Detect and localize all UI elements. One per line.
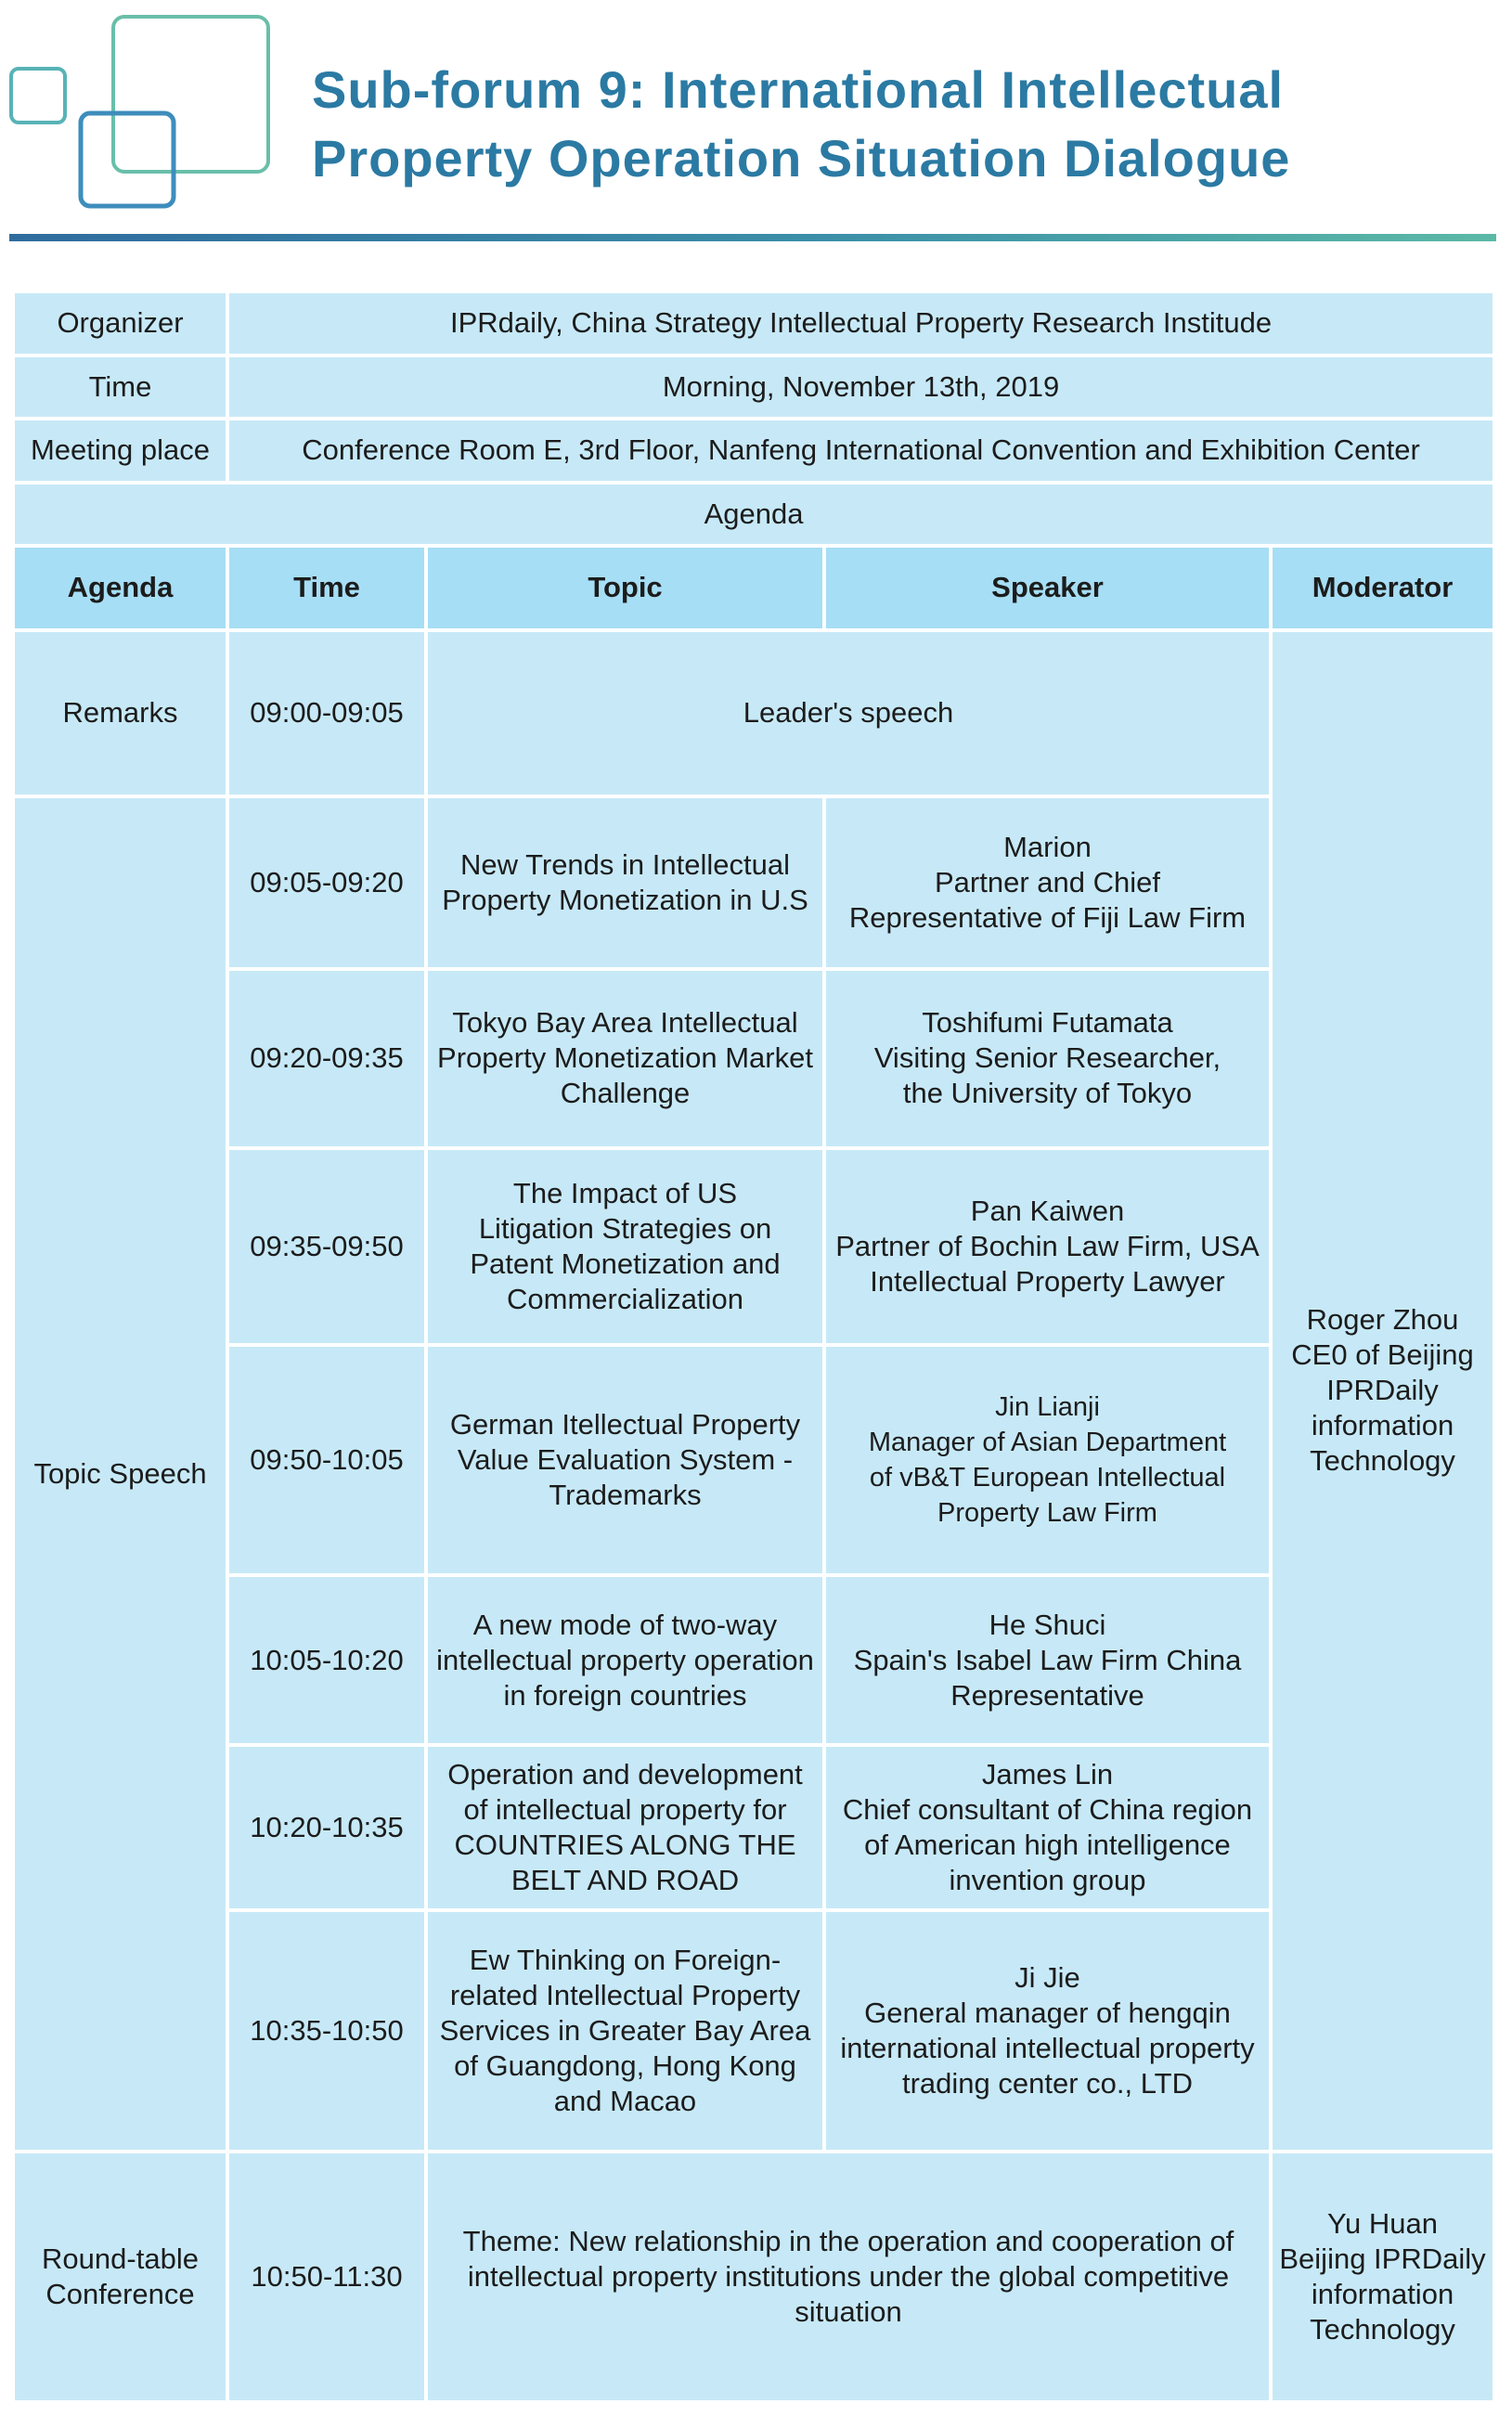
col-header-topic: Topic [428,548,822,628]
speech-topic [428,1747,822,1907]
col-header-moderator: Moderator [1273,548,1493,628]
remarks-row [15,632,1493,795]
roundtable-agenda-line: Conference [45,2277,195,2310]
column-header-row [15,548,1493,628]
speech-row [15,798,1493,966]
speech-topic [428,1347,822,1573]
speaker-line: Partner of Bochin Law Firm, USA [835,1230,1260,1263]
speaker-line: Ji Jie [1014,1960,1080,1994]
speaker-line: of vB&T European Intellectual [869,1462,1226,1493]
roundtable-agenda-line: Round-table [42,2242,199,2275]
speech-row [15,1150,1493,1343]
speaker-line: Property Law Firm [937,1497,1157,1528]
speaker-line: invention group [949,1863,1146,1896]
speech-topic [428,1577,822,1743]
agenda-table [11,290,1496,2404]
topic-line: of intellectual property for [463,1792,787,1826]
speech-topic [428,971,822,1147]
meeting-place-row [15,420,1493,481]
roundtable-agenda [15,2153,226,2400]
speaker-line: He Shuci [989,1608,1106,1641]
topic-line: Trademarks [549,1478,702,1511]
speaker-line: of American high intelligence [864,1828,1231,1861]
speaker-line: Spain's Isabel Law Firm China [853,1643,1242,1676]
remarks-time: 09:00-09:05 [229,632,424,795]
topic-line: Services in Greater Bay Area [439,2013,811,2047]
topic-line: Patent Monetization and [470,1247,781,1281]
roundtable-topic-line: intellectual property institutions under the global competitive [467,2259,1230,2293]
speaker-line: Representative of Fiji Law Firm [848,900,1247,934]
speech-time: 09:20-09:35 [229,971,424,1147]
topic-line: Property Monetization in U.S [442,883,808,916]
topic-line: Ew Thinking on Foreign- [469,1943,782,1976]
speaker-line: Toshifumi Futamata [922,1006,1173,1040]
speech-speaker [826,1150,1269,1343]
logo-square-small [11,69,65,123]
title-line-2: Property Operation Situation Dialogue [312,129,1291,187]
speaker-line: the University of Tokyo [902,1077,1193,1110]
topic-line: Property Monetization Market [437,1041,813,1075]
time-value: Morning, November 13th, 2019 [229,357,1493,418]
logo-squares-graphic [0,0,278,223]
roundtable-moderator-line: Beijing IPRDaily [1279,2242,1486,2275]
topic-line: of Guangdong, Hong Kong [454,2049,796,2082]
topic-line: German Itellectual Property [449,1407,801,1441]
col-header-time: Time [229,548,424,628]
logo-square-medium [81,113,174,206]
speech-time: 10:35-10:50 [229,1912,424,2150]
speaker-line: Chief consultant of China region [842,1792,1253,1826]
title-line-1: Sub-forum 9: International Intellectual [312,60,1285,119]
remarks-agenda: Remarks [15,632,226,795]
time-row [15,357,1493,418]
roundtable-moderator-line: information [1311,2277,1454,2310]
organizer-label: Organizer [15,293,226,354]
moderator-line: Technology [1310,1444,1455,1478]
speech-row [15,971,1493,1147]
topic-line: in foreign countries [503,1678,747,1712]
topic-line: Value Evaluation System - [457,1442,794,1476]
speech-row [15,1747,1493,1907]
meeting-place-value: Conference Room E, 3rd Floor, Nanfeng International Convention and Exhibition Center [229,420,1493,481]
logo-square-large [113,17,268,172]
topic-speech-moderator [1273,632,1493,2150]
roundtable-moderator-line: Yu Huan [1327,2206,1438,2240]
speaker-line: Manager of Asian Department [868,1427,1227,1457]
remarks-topic: Leader's speech [428,632,1269,795]
roundtable-moderator [1273,2153,1493,2400]
moderator-line: Roger Zhou [1306,1303,1459,1337]
moderator-line: information [1311,1409,1454,1442]
speaker-line: Marion [1003,830,1092,863]
topic-line: Challenge [560,1077,691,1110]
speech-time: 09:05-09:20 [229,798,424,966]
col-header-agenda: Agenda [15,548,226,628]
roundtable-moderator-line: Technology [1310,2312,1455,2346]
speech-speaker [826,1577,1269,1743]
speaker-line: Pan Kaiwen [970,1195,1125,1228]
topic-line: related Intellectual Property [449,1978,801,2011]
moderator-line: CE0 of Beijing [1291,1338,1474,1372]
speech-topic [428,1150,822,1343]
topic-line: New Trends in Intellectual [460,847,790,881]
agenda-banner: Agenda [15,485,1493,545]
speech-time: 09:35-09:50 [229,1150,424,1343]
speech-speaker [826,1747,1269,1907]
topic-speech-agenda: Topic Speech [15,798,226,2150]
roundtable-topic-line: situation [795,2294,902,2328]
meeting-place-label: Meeting place [15,420,226,481]
speech-topic [428,798,822,966]
roundtable-time: 10:50-11:30 [229,2153,424,2400]
speaker-line: Intellectual Property Lawyer [870,1265,1225,1299]
speaker-line: international intellectual property [840,2031,1255,2064]
topic-line: Litigation Strategies on [478,1212,772,1246]
speech-row [15,1912,1493,2150]
speech-speaker [826,1347,1269,1573]
speaker-line: Partner and Chief [935,865,1160,898]
speech-row [15,1347,1493,1573]
speaker-line: Representative [950,1678,1144,1712]
speech-time: 09:50-10:05 [229,1347,424,1573]
speaker-line: James Lin [981,1757,1114,1790]
speech-speaker [826,1912,1269,2150]
col-header-speaker: Speaker [826,548,1269,628]
roundtable-row [15,2153,1493,2400]
agenda-banner-row [15,485,1493,545]
speech-row [15,1577,1493,1743]
speech-speaker [826,798,1269,966]
speech-speaker [826,971,1269,1147]
topic-line: Commercialization [507,1283,743,1316]
topic-line: and Macao [553,2084,697,2117]
organizer-row [15,293,1493,354]
speaker-line: Visiting Senior Researcher, [873,1041,1221,1075]
topic-line: intellectual property operation [436,1643,814,1676]
topic-line: A new mode of two-way [472,1608,778,1641]
topic-line: BELT AND ROAD [510,1863,740,1896]
speech-time: 10:20-10:35 [229,1747,424,1907]
roundtable-topic [428,2153,1269,2400]
topic-line: Tokyo Bay Area Intellectual [452,1006,798,1040]
speaker-line: General manager of hengqin [864,1996,1231,2029]
topic-line: COUNTRIES ALONG THE [454,1828,796,1861]
title-divider [9,234,1496,241]
speaker-line: trading center co., LTD [901,2066,1193,2100]
speaker-line: Jin Lianji [995,1391,1100,1422]
organizer-value: IPRdaily, China Strategy Intellectual Property Research Institude [229,293,1493,354]
speech-topic [428,1912,822,2150]
moderator-line: IPRDaily [1326,1374,1439,1407]
topic-line: Operation and development [447,1757,803,1790]
topic-line: The Impact of US [512,1177,738,1210]
time-label: Time [15,357,226,418]
roundtable-topic-line: Theme: New relationship in the operation and cooperation of [462,2224,1234,2257]
speech-time: 10:05-10:20 [229,1577,424,1743]
page-title [312,56,1290,193]
